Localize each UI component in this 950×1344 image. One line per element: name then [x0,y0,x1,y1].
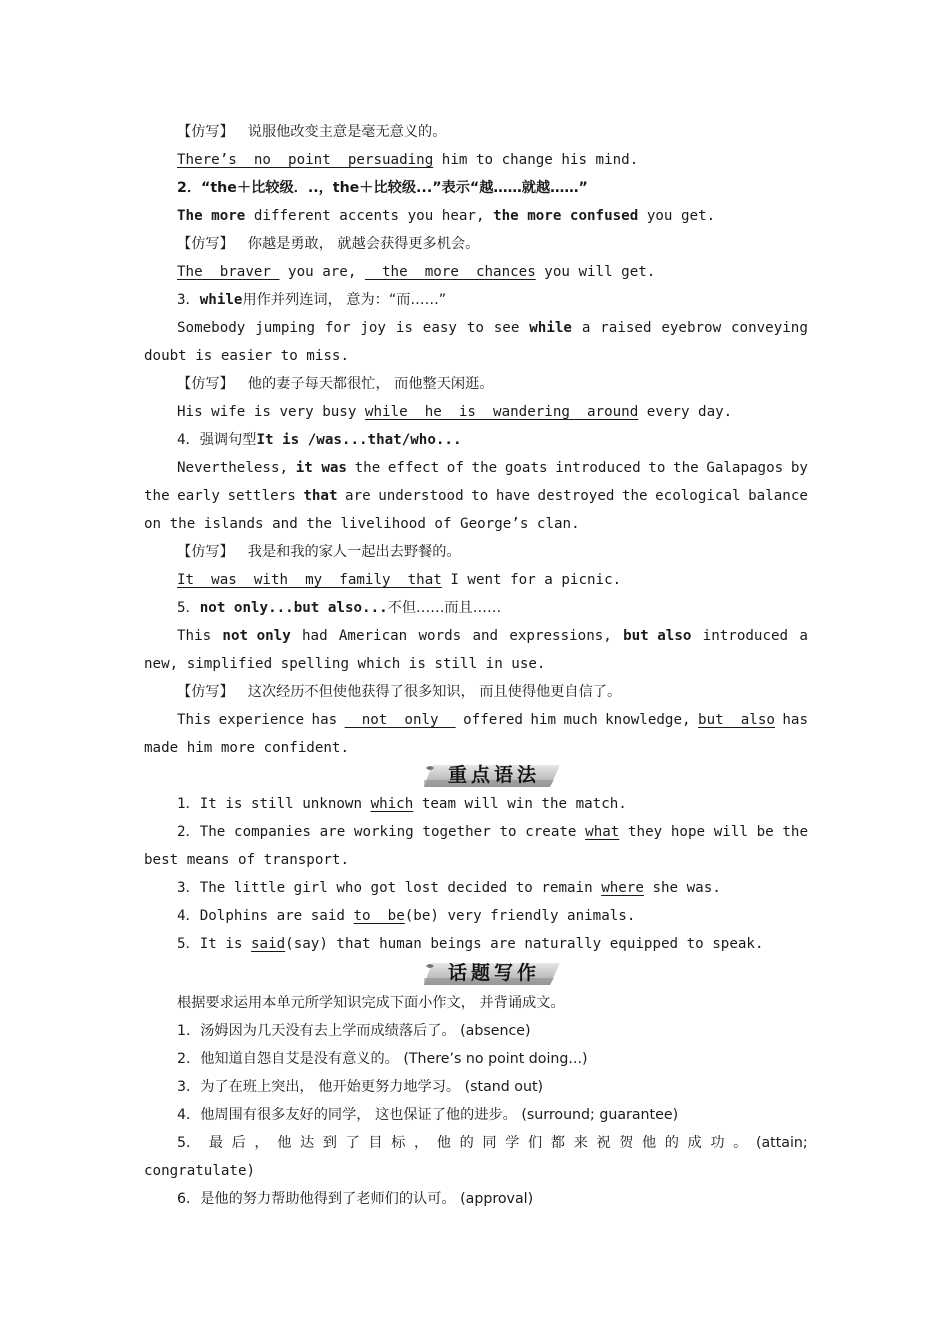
word: eyebrow [661,320,722,336]
word: This [177,712,212,728]
word: see [493,320,520,336]
word: to [471,488,489,504]
grammar-sentence-1 [144,790,808,818]
word: Somebody [177,320,246,336]
section-heading-text: 重点语法 [447,764,540,786]
section-heading-grammar [422,760,562,790]
point-3-title [144,286,808,314]
point-2-title: 2．“the＋比较级．..，the＋比较级...”表示“越……就越……” [177,180,588,196]
imitate-label: 【仿写】 [177,684,234,700]
word: experience [218,712,305,728]
imitate-5-prompt [144,678,808,706]
char: 来 [573,1135,588,1151]
word: for [324,320,351,336]
answer-text: you are, [279,264,365,280]
word: introduced [702,628,789,644]
imitate-5-answer-line1 [144,706,808,734]
word: introduced [555,460,641,476]
word: words [418,628,462,644]
writing-item-2: 2．他知道自怨自艾是没有意义的。 (There’s no point doing...) [177,1051,588,1067]
word: had [302,628,328,644]
grammar-sentence-2-line1 [144,818,808,846]
writing-item-6: 6．是他的努力帮助他得到了老师们的认可。 (approval) [177,1191,534,1207]
word: by [790,460,808,476]
sentence-text: 5．It is [177,936,251,952]
word: effect [387,460,440,476]
imitate-chinese: 我是和我的家人一起出去野餐的。 [247,544,461,560]
word: they [628,824,663,840]
writing-intro: 根据要求运用本单元所学知识完成下面小作文， 并背诵成文。 [177,995,565,1011]
imitate-3-prompt [144,370,808,398]
char: 他 [436,1135,451,1151]
word: the [144,488,170,504]
bold-phrase: It is /was...that/who... [256,432,462,448]
point-number: 3． [177,292,200,308]
writing-item-5-line1 [144,1129,808,1157]
writing-item-5-line2: congratulate) [144,1163,256,1179]
section-heading-writing [422,958,562,988]
word: have [495,488,530,504]
answer-blank: but also [698,712,775,728]
char: 最 [208,1135,224,1151]
word: balance [748,488,808,504]
writing-item-1: 1．汤姆因为几天没有去上学而成绩落后了。 (absence) [177,1023,531,1039]
imitate-5-answer-line2: made him more confident. [144,740,349,756]
example-text: you get. [638,208,716,224]
imitate-4-answer [144,566,808,594]
answer-blank: to be [353,908,405,924]
word: create [525,824,577,840]
word: goats [504,460,548,476]
sentence-text: 4．Dolphins are said [177,908,354,924]
word: working [353,824,414,840]
grammar-sentence-2-line2: best means of transport. [144,852,349,868]
word: a [581,320,591,336]
word: jumping [255,320,315,336]
bold-phrase: it was [295,460,347,476]
word: knowledge, [605,712,691,728]
word: to [499,824,517,840]
word: has [782,712,808,728]
word: hope [670,824,706,840]
imitate-chinese: 你越是勇敢， 就越会获得更多机会。 [247,236,480,252]
word: joy [360,320,386,336]
bold-phrase: not only...but also... [199,600,388,616]
grammar-sentence-4 [144,902,808,930]
char: ， [254,1135,269,1151]
char: 学 [505,1135,520,1151]
word: ecological [655,488,741,504]
bold-phrase: while [199,292,243,308]
char: 的 [664,1135,679,1151]
char: 5． [177,1135,201,1151]
bold-phrase: the more confused [493,208,639,224]
imitate-2-prompt [144,230,808,258]
word: of [446,460,464,476]
word: 2．The [177,824,226,840]
point-4-title [144,426,808,454]
point-3-example-line2: doubt is easier to miss. [144,348,349,364]
char: 后 [231,1135,246,1151]
char: 都 [550,1135,565,1151]
word: Nevertheless, [177,460,289,476]
char: 功 [710,1135,725,1151]
sentence-text: 3．The little girl who got lost decided to remain [177,880,602,896]
word: the [621,488,648,504]
answer-text: him to change his mind. [433,152,639,168]
imitate-label: 【仿写】 [177,236,234,252]
answer-blank: the more chances [364,264,536,280]
point-3-example-line1 [144,314,808,342]
point-2-example [144,202,808,230]
imitate-1-prompt [144,118,808,146]
answer-blank: where [601,880,644,896]
word: be [756,824,774,840]
imitate-label: 【仿写】 [177,544,234,560]
imitate-label: 【仿写】 [177,376,234,392]
answer-blank: not only [344,712,456,728]
point-description: 强调句型 [199,432,257,448]
point-5-example-line2: new, simplified spelling which is still in use. [144,656,546,672]
word: together [422,824,491,840]
imitate-chinese: 说服他改变主意是毫无意义的。 [247,124,447,140]
answer-text: every day. [638,404,733,420]
point-number: 5． [177,600,200,616]
word: are [319,824,346,840]
answer-text: His wife is very busy [177,404,365,420]
char: 他 [641,1135,657,1151]
word: a [799,628,808,644]
char: 了 [345,1135,360,1151]
answer-blank: while he is wandering around [364,404,639,420]
answer-text: you will get. [535,264,656,280]
bold-phrase: while [529,320,572,336]
section-heading-text: 话题写作 [447,962,540,984]
point-5-title [144,594,808,622]
word: early [177,488,220,504]
imitate-1-answer [144,146,808,174]
imitate-2-answer [144,258,808,286]
sentence-text: she was. [643,880,721,896]
word: the [471,460,498,476]
char: ， [413,1135,429,1151]
answer-blank: what [585,824,620,840]
bold-phrase: The more [177,208,246,224]
bold-phrase: that [303,488,338,504]
char: (attain; [755,1135,808,1151]
sentence-text: (say) that human beings are naturally equipped to speak. [285,936,764,952]
char: 他 [277,1135,292,1151]
word: are [345,488,371,504]
point-4-example-line3: on the islands and the livelihood of George’s clan. [144,516,580,532]
point-description: 不但……而且…… [387,600,502,616]
writing-item-4: 4．他周围有很多友好的同学， 这也保证了他的进步。 (surround; guarantee) [177,1107,679,1123]
answer-blank: The braver [177,264,280,280]
word: American [338,628,408,644]
answer-blank: which [370,796,414,812]
char: 到 [322,1135,337,1151]
answer-blank: There’s no point persuading [177,152,434,168]
word: Galapagos [706,460,784,476]
word: is [395,320,413,336]
imitate-3-answer [144,398,808,426]
sentence-text: (be) very friendly animals. [404,908,636,924]
imitate-4-prompt [144,538,808,566]
char: 目 [368,1135,383,1151]
word: raised [600,320,652,336]
char: 。 [733,1135,748,1151]
word: easy [422,320,457,336]
point-5-example-line1 [144,622,808,650]
imitate-chinese: 他的妻子每天都很忙， 而他整天闲逛。 [247,376,494,392]
word: much [563,712,598,728]
writing-item-3: 3．为了在班上突出， 他开始更努力地学习。 (stand out) [177,1079,544,1095]
word: This [177,628,212,644]
char: 贺 [619,1135,634,1151]
answer-text: I went for a picnic. [441,572,622,588]
char: 标 [391,1135,406,1151]
word: and [472,628,499,644]
char: 达 [300,1135,315,1151]
word: the [354,460,381,476]
answer-blank: It was with my family that [177,572,442,588]
char: 成 [687,1135,702,1151]
word: the [673,460,699,476]
bold-phrase: but also [623,628,692,644]
word: companies [234,824,311,840]
grammar-sentence-5 [144,930,808,958]
char: 祝 [596,1135,611,1151]
char: 同 [482,1135,497,1151]
point-4-example-line1 [144,454,808,482]
word: to [466,320,484,336]
char: 的 [459,1135,474,1151]
word: conveying [731,320,808,336]
imitate-chinese: 这次经历不但使他获得了很多知识， 而且使得他更自信了。 [247,684,622,700]
word: will [713,824,748,840]
bold-phrase: not only [222,628,291,644]
word: settlers [227,488,296,504]
point-description: 用作并列连词， 意为：“而……” [242,292,447,308]
example-text: different accents you hear, [245,208,494,224]
point-4-example-line2 [144,482,808,510]
answer-blank: said [250,936,286,952]
word: understood [378,488,464,504]
word: has [311,712,338,728]
word: destroyed [537,488,615,504]
sentence-text: team will win the match. [413,796,627,812]
word: to [648,460,666,476]
word: the [782,824,808,840]
char: 们 [527,1135,543,1151]
point-number: 4． [177,432,200,448]
word: offered [463,712,523,728]
grammar-sentence-3 [144,874,808,902]
word: expressions, [509,628,612,644]
word: him [530,712,557,728]
imitate-label: 【仿写】 [177,124,234,140]
sentence-text: 1．It is still unknown [177,796,371,812]
